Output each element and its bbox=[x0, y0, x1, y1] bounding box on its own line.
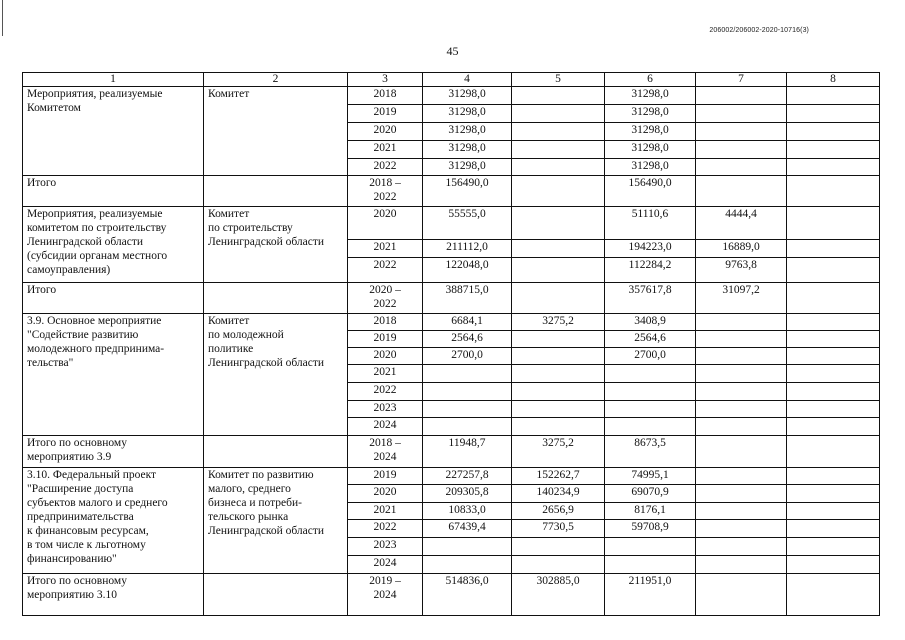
value-cell-c6: 3408,9 bbox=[605, 314, 696, 331]
value-cell-c4: 67439,4 bbox=[423, 520, 512, 538]
value-cell-c4 bbox=[423, 383, 512, 401]
value-cell-c6: 31298,0 bbox=[605, 87, 696, 105]
value-cell-c4: 2564,6 bbox=[423, 331, 512, 348]
value-cell-c4 bbox=[423, 556, 512, 574]
value-cell-c6: 59708,9 bbox=[605, 520, 696, 538]
total-period: 2020 – 2022 bbox=[348, 283, 423, 314]
total-executor-empty bbox=[204, 574, 348, 616]
value-cell-c7 bbox=[696, 485, 787, 503]
value-cell-c8 bbox=[787, 87, 880, 105]
total-row bbox=[23, 283, 880, 314]
responsible-executor: Комитет bbox=[204, 87, 348, 176]
responsible-executor: Комитет по молодежной политике Ленинградской области bbox=[204, 314, 348, 436]
value-cell-c5 bbox=[512, 87, 605, 105]
table-row bbox=[23, 207, 880, 240]
value-cell-c5 bbox=[512, 365, 605, 383]
value-cell-c5 bbox=[512, 207, 605, 240]
value-cell-c7: 9763,8 bbox=[696, 258, 787, 283]
total-period: 2018 – 2024 bbox=[348, 436, 423, 468]
value-cell-c5: 152262,7 bbox=[512, 468, 605, 485]
value-cell-c5 bbox=[512, 383, 605, 401]
year-cell: 2020 bbox=[348, 348, 423, 365]
value-cell-c6: 2564,6 bbox=[605, 331, 696, 348]
value-cell-c7 bbox=[696, 556, 787, 574]
value-cell-c6: 69070,9 bbox=[605, 485, 696, 503]
value-cell-c8 bbox=[787, 468, 880, 485]
value-cell-c4: 2700,0 bbox=[423, 348, 512, 365]
value-cell-c7 bbox=[696, 87, 787, 105]
value-cell-c7 bbox=[696, 468, 787, 485]
header-row bbox=[23, 73, 880, 87]
column-header-6: 6 bbox=[605, 73, 696, 87]
total-value-c4: 388715,0 bbox=[423, 283, 512, 314]
value-cell-c6 bbox=[605, 365, 696, 383]
year-cell: 2023 bbox=[348, 401, 423, 418]
value-cell-c8 bbox=[787, 401, 880, 418]
total-value-c5: 302885,0 bbox=[512, 574, 605, 616]
total-row bbox=[23, 176, 880, 207]
value-cell-c5 bbox=[512, 141, 605, 159]
total-value-c8 bbox=[787, 283, 880, 314]
column-header-4: 4 bbox=[423, 73, 512, 87]
value-cell-c6 bbox=[605, 401, 696, 418]
table-row bbox=[23, 314, 880, 331]
value-cell-c6: 112284,2 bbox=[605, 258, 696, 283]
total-value-c8 bbox=[787, 436, 880, 468]
value-cell-c4: 31298,0 bbox=[423, 141, 512, 159]
value-cell-c4: 31298,0 bbox=[423, 105, 512, 123]
value-cell-c6 bbox=[605, 556, 696, 574]
value-cell-c6: 74995,1 bbox=[605, 468, 696, 485]
value-cell-c7: 4444,4 bbox=[696, 207, 787, 240]
column-header-3: 3 bbox=[348, 73, 423, 87]
year-cell: 2022 bbox=[348, 383, 423, 401]
value-cell-c6 bbox=[605, 538, 696, 556]
year-cell: 2018 bbox=[348, 87, 423, 105]
value-cell-c6: 31298,0 bbox=[605, 141, 696, 159]
total-label: Итого по основному мероприятию 3.10 bbox=[23, 574, 204, 616]
total-value-c4: 11948,7 bbox=[423, 436, 512, 468]
value-cell-c7 bbox=[696, 123, 787, 141]
total-value-c6: 357617,8 bbox=[605, 283, 696, 314]
total-value-c7 bbox=[696, 574, 787, 616]
value-cell-c4: 122048,0 bbox=[423, 258, 512, 283]
year-cell: 2022 bbox=[348, 159, 423, 176]
year-cell: 2019 bbox=[348, 331, 423, 348]
value-cell-c5 bbox=[512, 240, 605, 258]
total-row bbox=[23, 436, 880, 468]
total-label: Итого bbox=[23, 283, 204, 314]
value-cell-c4: 10833,0 bbox=[423, 503, 512, 520]
value-cell-c8 bbox=[787, 556, 880, 574]
value-cell-c7 bbox=[696, 418, 787, 436]
responsible-executor: Комитет по развитию малого, среднего бизнеса и потреби- тельского рынка Ленинградской области bbox=[204, 468, 348, 574]
value-cell-c5 bbox=[512, 258, 605, 283]
measure-name: 3.9. Основное мероприятие "Содействие развитию молодежного предпринима- тельства" bbox=[23, 314, 204, 436]
column-header-2: 2 bbox=[204, 73, 348, 87]
value-cell-c4 bbox=[423, 365, 512, 383]
total-value-c8 bbox=[787, 574, 880, 616]
value-cell-c7 bbox=[696, 331, 787, 348]
value-cell-c8 bbox=[787, 258, 880, 283]
table-row bbox=[23, 87, 880, 105]
total-executor-empty bbox=[204, 176, 348, 207]
value-cell-c5: 2656,9 bbox=[512, 503, 605, 520]
value-cell-c5 bbox=[512, 401, 605, 418]
year-cell: 2019 bbox=[348, 105, 423, 123]
value-cell-c5 bbox=[512, 348, 605, 365]
value-cell-c7: 16889,0 bbox=[696, 240, 787, 258]
total-value-c5 bbox=[512, 176, 605, 207]
total-value-c7 bbox=[696, 176, 787, 207]
year-cell: 2019 bbox=[348, 468, 423, 485]
total-value-c5: 3275,2 bbox=[512, 436, 605, 468]
year-cell: 2018 bbox=[348, 314, 423, 331]
value-cell-c4: 6684,1 bbox=[423, 314, 512, 331]
value-cell-c5: 140234,9 bbox=[512, 485, 605, 503]
value-cell-c8 bbox=[787, 418, 880, 436]
value-cell-c8 bbox=[787, 123, 880, 141]
column-header-7: 7 bbox=[696, 73, 787, 87]
total-value-c4: 156490,0 bbox=[423, 176, 512, 207]
value-cell-c4: 211112,0 bbox=[423, 240, 512, 258]
total-executor-empty bbox=[204, 436, 348, 468]
value-cell-c6 bbox=[605, 418, 696, 436]
value-cell-c8 bbox=[787, 365, 880, 383]
value-cell-c4: 55555,0 bbox=[423, 207, 512, 240]
column-header-1: 1 bbox=[23, 73, 204, 87]
value-cell-c8 bbox=[787, 348, 880, 365]
year-cell: 2020 bbox=[348, 207, 423, 240]
value-cell-c5: 3275,2 bbox=[512, 314, 605, 331]
value-cell-c4: 31298,0 bbox=[423, 123, 512, 141]
value-cell-c4: 227257,8 bbox=[423, 468, 512, 485]
value-cell-c8 bbox=[787, 314, 880, 331]
total-label: Итого bbox=[23, 176, 204, 207]
budget-table bbox=[22, 72, 880, 616]
year-cell: 2024 bbox=[348, 418, 423, 436]
value-cell-c8 bbox=[787, 159, 880, 176]
value-cell-c8 bbox=[787, 331, 880, 348]
value-cell-c7 bbox=[696, 520, 787, 538]
year-cell: 2023 bbox=[348, 538, 423, 556]
value-cell-c6: 31298,0 bbox=[605, 159, 696, 176]
value-cell-c7 bbox=[696, 141, 787, 159]
column-header-5: 5 bbox=[512, 73, 605, 87]
value-cell-c7 bbox=[696, 365, 787, 383]
value-cell-c7 bbox=[696, 401, 787, 418]
year-cell: 2024 bbox=[348, 556, 423, 574]
value-cell-c7 bbox=[696, 348, 787, 365]
value-cell-c7 bbox=[696, 503, 787, 520]
value-cell-c8 bbox=[787, 485, 880, 503]
value-cell-c6: 194223,0 bbox=[605, 240, 696, 258]
total-value-c6: 8673,5 bbox=[605, 436, 696, 468]
value-cell-c5 bbox=[512, 418, 605, 436]
measure-name: Мероприятия, реализуемые Комитетом bbox=[23, 87, 204, 176]
total-value-c5 bbox=[512, 283, 605, 314]
left-margin-rule bbox=[2, 0, 3, 36]
page-number: 45 bbox=[446, 44, 459, 58]
year-cell: 2021 bbox=[348, 365, 423, 383]
value-cell-c6: 8176,1 bbox=[605, 503, 696, 520]
value-cell-c6 bbox=[605, 383, 696, 401]
value-cell-c4 bbox=[423, 538, 512, 556]
value-cell-c5 bbox=[512, 331, 605, 348]
total-period: 2019 – 2024 bbox=[348, 574, 423, 616]
value-cell-c5 bbox=[512, 123, 605, 141]
total-value-c4: 514836,0 bbox=[423, 574, 512, 616]
total-value-c6: 211951,0 bbox=[605, 574, 696, 616]
value-cell-c6: 31298,0 bbox=[605, 123, 696, 141]
year-cell: 2020 bbox=[348, 485, 423, 503]
total-value-c7: 31097,2 bbox=[696, 283, 787, 314]
table-row bbox=[23, 468, 880, 485]
value-cell-c4: 31298,0 bbox=[423, 159, 512, 176]
value-cell-c5: 7730,5 bbox=[512, 520, 605, 538]
responsible-executor: Комитет по строительству Ленинградской области bbox=[204, 207, 348, 283]
value-cell-c7 bbox=[696, 159, 787, 176]
value-cell-c5 bbox=[512, 159, 605, 176]
year-cell: 2021 bbox=[348, 240, 423, 258]
total-value-c7 bbox=[696, 436, 787, 468]
value-cell-c8 bbox=[787, 538, 880, 556]
total-value-c8 bbox=[787, 176, 880, 207]
value-cell-c4: 31298,0 bbox=[423, 87, 512, 105]
value-cell-c5 bbox=[512, 105, 605, 123]
value-cell-c6: 51110,6 bbox=[605, 207, 696, 240]
value-cell-c5 bbox=[512, 538, 605, 556]
value-cell-c8 bbox=[787, 503, 880, 520]
year-cell: 2022 bbox=[348, 520, 423, 538]
total-label: Итого по основному мероприятию 3.9 bbox=[23, 436, 204, 468]
measure-name: 3.10. Федеральный проект "Расширение доступа субъектов малого и среднего предпринимательства к финансовым ресурсам, в том числе к льготному финансированию" bbox=[23, 468, 204, 574]
value-cell-c7 bbox=[696, 314, 787, 331]
value-cell-c8 bbox=[787, 207, 880, 240]
value-cell-c7 bbox=[696, 105, 787, 123]
value-cell-c6: 31298,0 bbox=[605, 105, 696, 123]
value-cell-c8 bbox=[787, 383, 880, 401]
value-cell-c7 bbox=[696, 538, 787, 556]
value-cell-c8 bbox=[787, 141, 880, 159]
value-cell-c7 bbox=[696, 383, 787, 401]
year-cell: 2022 bbox=[348, 258, 423, 283]
value-cell-c4 bbox=[423, 401, 512, 418]
value-cell-c6: 2700,0 bbox=[605, 348, 696, 365]
total-executor-empty bbox=[204, 283, 348, 314]
value-cell-c8 bbox=[787, 105, 880, 123]
value-cell-c4: 209305,8 bbox=[423, 485, 512, 503]
total-row bbox=[23, 574, 880, 616]
value-cell-c8 bbox=[787, 520, 880, 538]
value-cell-c5 bbox=[512, 556, 605, 574]
total-period: 2018 – 2022 bbox=[348, 176, 423, 207]
year-cell: 2021 bbox=[348, 503, 423, 520]
column-header-8: 8 bbox=[787, 73, 880, 87]
year-cell: 2020 bbox=[348, 123, 423, 141]
total-value-c6: 156490,0 bbox=[605, 176, 696, 207]
year-cell: 2021 bbox=[348, 141, 423, 159]
measure-name: Мероприятия, реализуемые комитетом по строительству Ленинградской области (субсидии органам местного самоуправления) bbox=[23, 207, 204, 283]
value-cell-c8 bbox=[787, 240, 880, 258]
document-reference: 206002/206002-2020-10716(3) bbox=[709, 27, 809, 34]
value-cell-c4 bbox=[423, 418, 512, 436]
